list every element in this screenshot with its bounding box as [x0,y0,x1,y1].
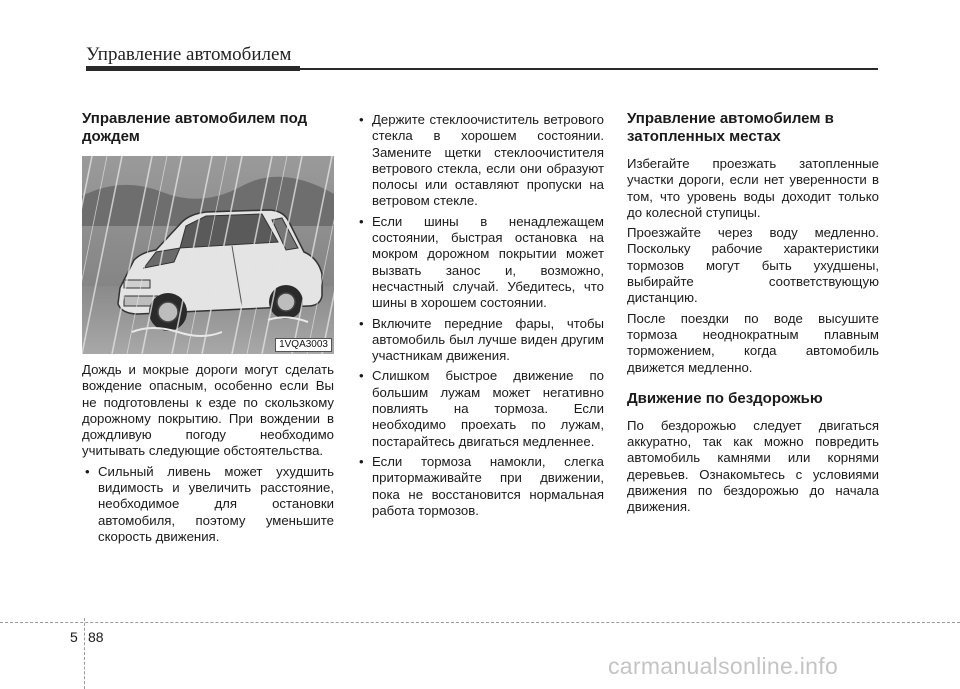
car-in-rain-image [82,156,334,354]
image-code-label: 1VQA3003 [275,338,332,352]
header-rule-thin [300,68,878,70]
list-item: • Если шины в ненадлежащем состоянии, быстрая остановка на мокром дорожном покрытии может вызвать занос и, возможно, несчастный случай. Убедитесь, что шины в хорошем состоянии. [356,214,604,312]
list-item: • Держите стеклоочиститель ветрового стекла в хорошем состоянии. Замените щетки стеклоочистителя ветрового стекла, если они образуют полосы или оставляют пропуски на ветровом стекле. [356,112,604,210]
flooded-paragraph: Избегайте проезжать затопленные участки дороги, если нет уверенности в том, что уровень воды доходит только до колесной ступицы. [627,156,879,220]
section-heading-offroad: Движение по бездорожью [627,389,823,407]
flooded-paragraph: Проезжайте через воду медленно. Поскольку рабочие характеристики тормозов могут быть ухудшены, выбирайте соответствующую дистанцию. [627,225,879,306]
car-in-rain-illustration [82,156,334,354]
list-item: • Сильный ливень может ухудшить видимость и увеличить расстояние, необходимое для остановки автомобиля, поэтому уменьшите скорость движения. [82,464,334,545]
list-item: • Включите передние фары, чтобы автомобиль был лучше виден другим участникам движения. [356,316,604,365]
page-number: 88 [88,629,104,645]
column-right [627,110,879,520]
footer-vertical-divider [84,618,86,689]
watermark: carmanualsonline.info [608,653,839,679]
flooded-paragraph: После поездки по воде высушите тормоза неоднократным плавным торможением, когда автомобиль движется медленно. [627,310,879,375]
offroad-paragraph: По бездорожью следует двигаться аккуратно, так как можно повредить автомобиль камнями или корнями деревьев. Ознакомьтесь с условиями движения по бездорожью до начала движения. [627,417,879,515]
chapter-title: Управление автомобилем [86,44,292,65]
footer-divider [0,622,960,623]
column-middle [356,112,604,523]
section-heading-flooded: Управление автомобилем в затопленных местах [627,110,834,145]
section-number: 5 [70,629,78,645]
header-rule-thick [86,66,300,71]
list-item: • Если тормоза намокли, слегка притормаживайте при движении, пока не восстановится нормальная работа тормозов. [356,454,604,519]
rain-bullet-list [82,464,334,545]
rain-paragraph: Дождь и мокрые дороги могут сделать вождение опасным, особенно если Вы не подготовлены к езде по скользкому дорожному покрытию. При вождении в дождливую погоду необходимо учитывать следующие обстоятельства. [82,362,334,459]
section-heading-rain: Управление автомобилем под дождем [82,110,308,145]
column-left [82,110,334,549]
rain-tips-list [356,112,604,519]
list-item: • Слишком быстрое движение по большим лужам может негативно повлиять на тормоза. Если необходимо проехать по лужам, постарайтесь двигаться медленнее. [356,368,604,449]
